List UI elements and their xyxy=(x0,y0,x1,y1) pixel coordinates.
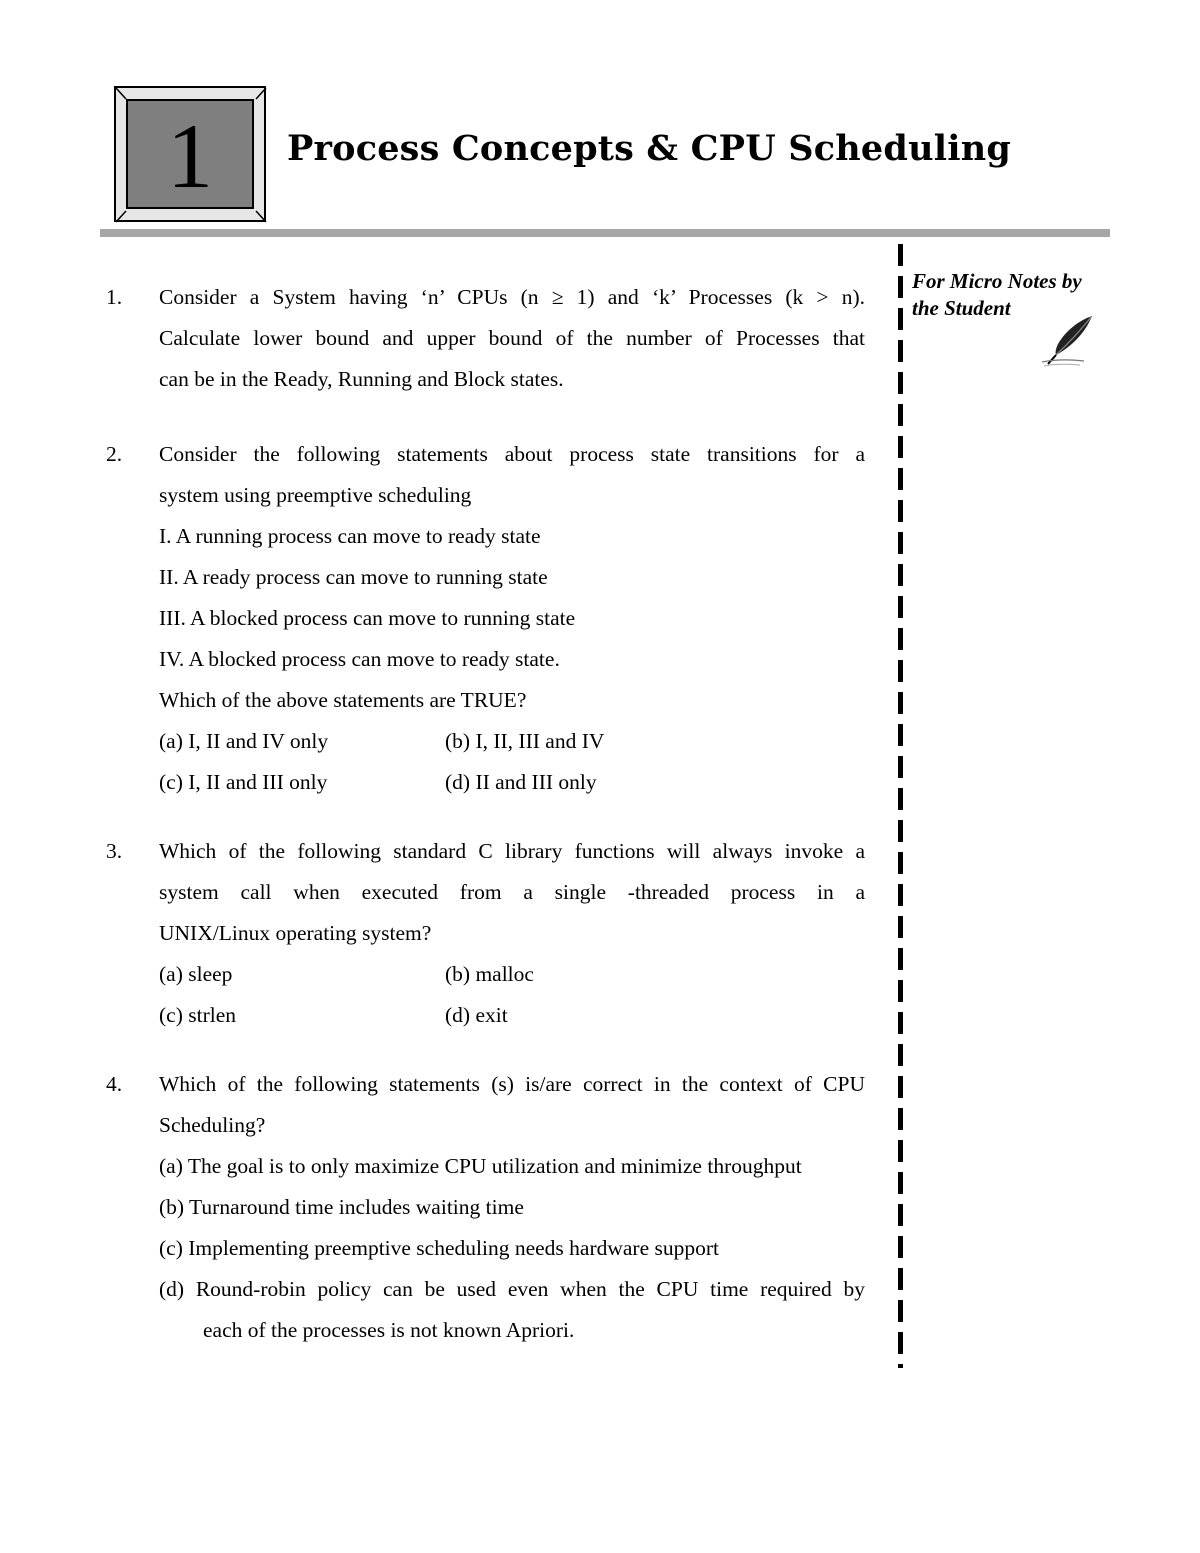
option-b: (b) Turnaround time includes waiting time xyxy=(159,1195,524,1219)
question-text-line: system call when executed from a single -threaded process in a xyxy=(159,880,865,904)
statement-item: III. A blocked process can move to running state xyxy=(159,606,576,630)
chapter-number-box xyxy=(114,86,266,222)
option-a: (a) sleep xyxy=(159,962,233,986)
question-number: 1. xyxy=(106,285,123,309)
chapter-number-panel xyxy=(126,99,254,209)
options-row xyxy=(159,954,865,995)
options-row xyxy=(159,995,865,1036)
option-d: (d) Round-robin policy can be used even when the CPU time required by xyxy=(159,1277,865,1301)
quill-pen-icon xyxy=(1040,312,1100,368)
option-a: (a) The goal is to only maximize CPU utilization and minimize throughput xyxy=(159,1154,802,1178)
question-number: 3. xyxy=(106,839,123,863)
statement-item: I. A running process can move to ready state xyxy=(159,524,541,548)
option-c: (c) I, II and III only xyxy=(159,770,328,794)
option-d: (d) II and III only xyxy=(445,770,597,794)
statement-item: II. A ready process can move to running state xyxy=(159,565,548,589)
side-margin-rule xyxy=(898,244,903,1368)
option-b: (b) malloc xyxy=(445,962,534,986)
chapter-number: 1 xyxy=(167,105,213,207)
option-c: (c) strlen xyxy=(159,1003,237,1027)
option-a: (a) I, II and IV only xyxy=(159,729,329,753)
question-text-line: system using preemptive scheduling xyxy=(159,483,472,507)
micro-notes-line1: For Micro Notes by xyxy=(912,269,1082,293)
micro-notes-line2: the Student xyxy=(912,296,1011,320)
question-text-line: Which of the above statements are TRUE? xyxy=(159,688,527,712)
chapter-title: Process Concepts & CPU Scheduling xyxy=(287,128,1012,169)
question-text-line: Calculate lower bound and upper bound of the number of Processes that xyxy=(159,326,865,350)
question-text-line: Scheduling? xyxy=(159,1113,266,1137)
header-divider xyxy=(100,229,1110,237)
option-d: (d) exit xyxy=(445,1003,508,1027)
options-row xyxy=(159,762,865,803)
question-text-line: Which of the following statements (s) is/are correct in the context of CPU xyxy=(159,1072,865,1096)
question-text-line: Consider a System having ‘n’ CPUs (n ≥ 1) and ‘k’ Processes (k > n). xyxy=(159,285,865,309)
statement-item: IV. A blocked process can move to ready state. xyxy=(159,647,560,671)
option-d-continuation: each of the processes is not known Apriori. xyxy=(203,1318,575,1342)
question-text-line: UNIX/Linux operating system? xyxy=(159,921,432,945)
option-c: (c) Implementing preemptive scheduling needs hardware support xyxy=(159,1236,720,1260)
options-row xyxy=(159,721,865,762)
option-b: (b) I, II, III and IV xyxy=(445,729,605,753)
question-number: 4. xyxy=(106,1072,123,1096)
question-text-line: can be in the Ready, Running and Block states. xyxy=(159,367,564,391)
question-number: 2. xyxy=(106,442,123,466)
question-text-line: Consider the following statements about process state transitions for a xyxy=(159,442,865,466)
question-text-line: Which of the following standard C library functions will always invoke a xyxy=(159,839,865,863)
